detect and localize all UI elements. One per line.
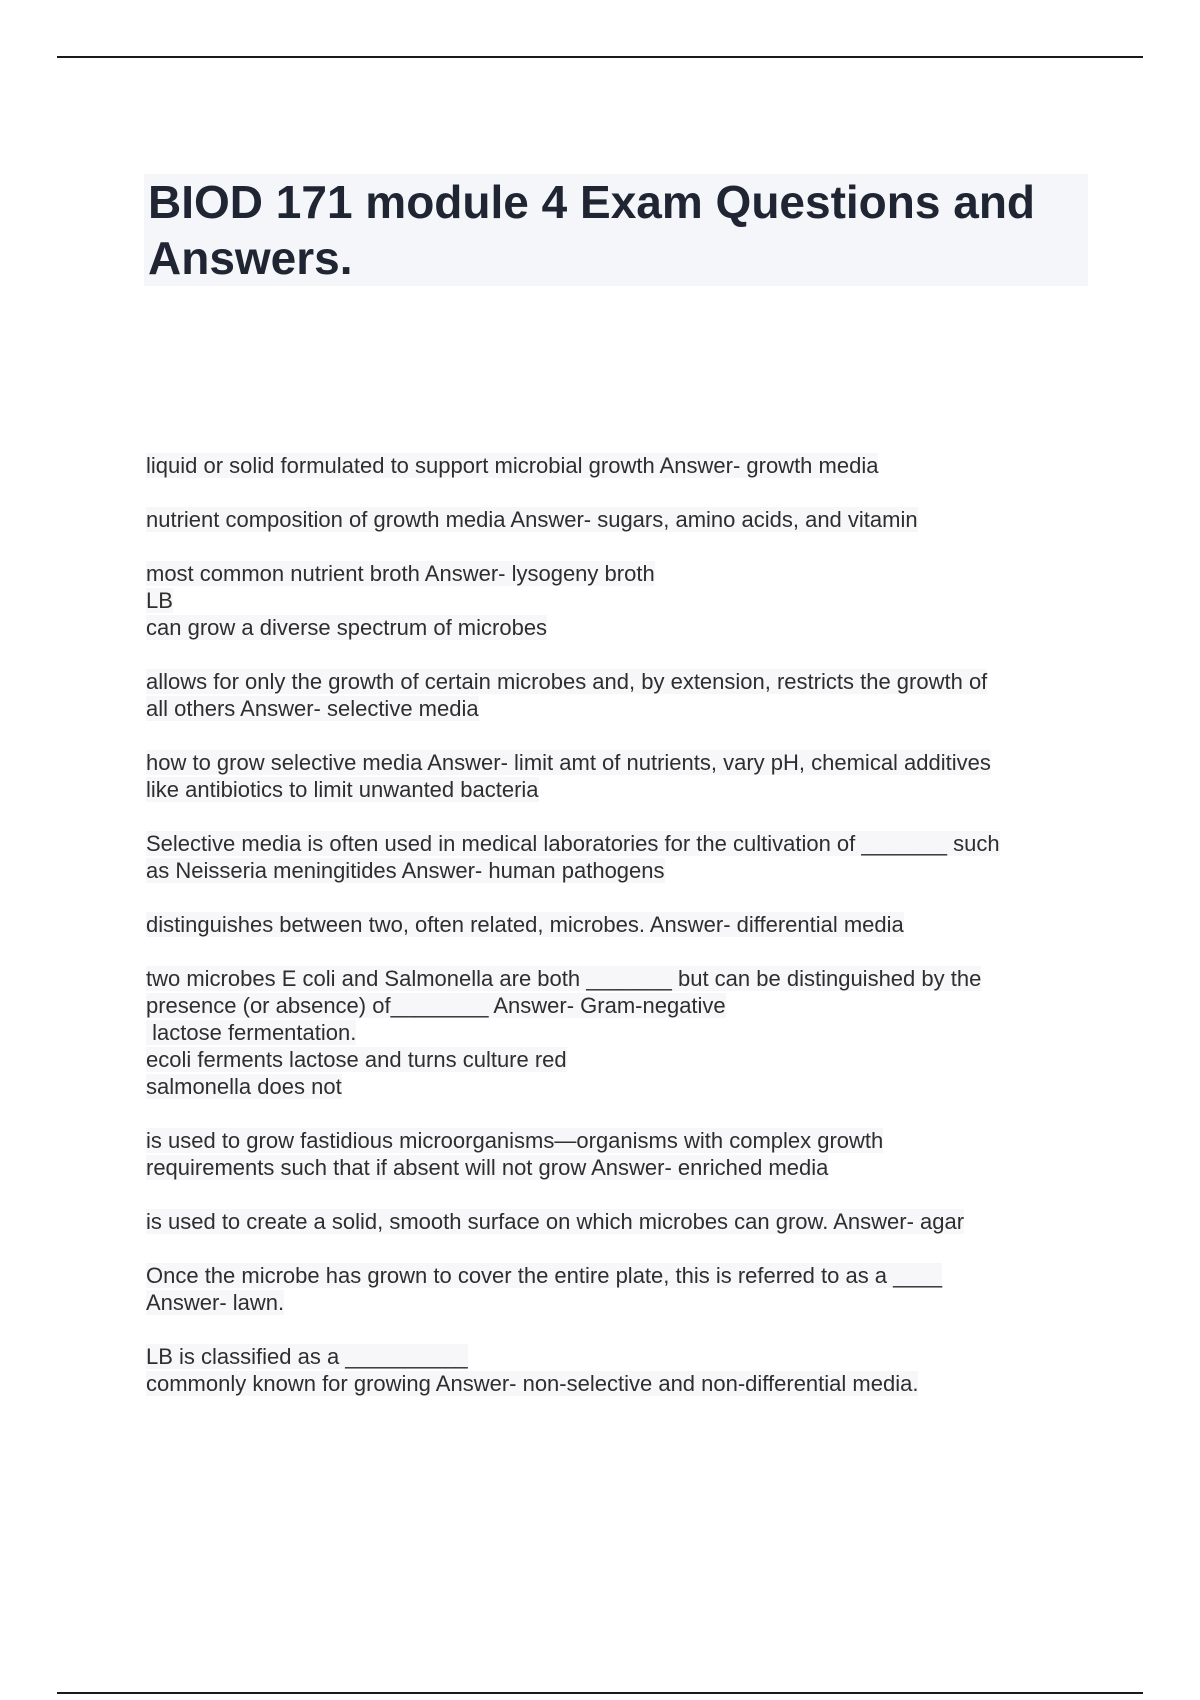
qa-item: [146, 452, 1096, 479]
qa-item: [146, 830, 1096, 884]
qa-item: [146, 911, 1096, 938]
qa-item: [146, 1343, 1096, 1397]
qa-line: [146, 911, 1096, 938]
qa-line-text: as Neisseria meningitides Answer- human pathogens: [146, 858, 665, 883]
qa-line: [146, 560, 1096, 587]
qa-line-text: Selective media is often used in medical laboratories for the cultivation of _______ such: [146, 831, 1000, 856]
qa-line-text: all others Answer- selective media: [146, 696, 479, 721]
title-block: [144, 174, 1088, 286]
qa-item: [146, 1127, 1096, 1181]
qa-line-text: is used to create a solid, smooth surface on which microbes can grow. Answer- agar: [146, 1209, 965, 1234]
qa-line: [146, 749, 1096, 776]
qa-line-text: requirements such that if absent will not grow Answer- enriched media: [146, 1155, 829, 1180]
qa-line: [146, 1208, 1096, 1235]
qa-line-text: can grow a diverse spectrum of microbes: [146, 615, 548, 640]
qa-line: [146, 1154, 1096, 1181]
qa-line-text: two microbes E coli and Salmonella are both _______ but can be distinguished by the: [146, 966, 982, 991]
qa-line: [146, 614, 1096, 641]
qa-line: [146, 452, 1096, 479]
qa-line: [146, 1370, 1096, 1397]
qa-line-text: most common nutrient broth Answer- lysogeny broth: [146, 561, 655, 586]
qa-item: [146, 965, 1096, 1100]
qa-line-text: like antibiotics to limit unwanted bacteria: [146, 777, 539, 802]
qa-item: [146, 749, 1096, 803]
qa-list: [146, 452, 1096, 1424]
qa-line-text: Answer- lawn.: [146, 1290, 285, 1315]
qa-line-text: distinguishes between two, often related, microbes. Answer- differential media: [146, 912, 904, 937]
qa-line-text: lactose fermentation.: [146, 1020, 357, 1045]
qa-line-text: Once the microbe has grown to cover the entire plate, this is referred to as a ____: [146, 1263, 943, 1288]
qa-line-text: commonly known for growing Answer- non-selective and non-differential media.: [146, 1371, 919, 1396]
qa-line: [146, 1343, 1096, 1370]
qa-line: [146, 830, 1096, 857]
qa-item: [146, 1208, 1096, 1235]
qa-line: [146, 668, 1096, 695]
qa-line-text: LB: [146, 588, 173, 613]
qa-line: [146, 1019, 1096, 1046]
qa-line: [146, 1073, 1096, 1100]
qa-item: [146, 506, 1096, 533]
qa-line-text: liquid or solid formulated to support microbial growth Answer- growth media: [146, 453, 879, 478]
qa-item: [146, 560, 1096, 641]
qa-line-text: ecoli ferments lactose and turns culture red: [146, 1047, 567, 1072]
qa-line: [146, 1262, 1096, 1289]
qa-line: [146, 587, 1096, 614]
qa-line: [146, 965, 1096, 992]
page-title: BIOD 171 module 4 Exam Questions and Answers.: [148, 176, 1036, 284]
qa-item: [146, 668, 1096, 722]
qa-item: [146, 1262, 1096, 1316]
bottom-rule: [57, 1692, 1143, 1694]
qa-line: [146, 695, 1096, 722]
qa-line: [146, 776, 1096, 803]
qa-line-text: nutrient composition of growth media Answer- sugars, amino acids, and vitamin: [146, 507, 918, 532]
qa-line: [146, 1127, 1096, 1154]
qa-line-text: presence (or absence) of________ Answer- Gram-negative: [146, 993, 726, 1018]
qa-line: [146, 1046, 1096, 1073]
qa-line: [146, 992, 1096, 1019]
qa-line-text: how to grow selective media Answer- limit amt of nutrients, vary pH, chemical additives: [146, 750, 991, 775]
qa-line-text: allows for only the growth of certain microbes and, by extension, restricts the growth of: [146, 669, 988, 694]
qa-line-text: salmonella does not: [146, 1074, 342, 1099]
qa-line-text: LB is classified as a __________: [146, 1344, 468, 1369]
qa-line: [146, 857, 1096, 884]
top-rule: [57, 56, 1143, 58]
qa-line-text: is used to grow fastidious microorganisms—organisms with complex growth: [146, 1128, 884, 1153]
qa-line: [146, 506, 1096, 533]
qa-line: [146, 1289, 1096, 1316]
